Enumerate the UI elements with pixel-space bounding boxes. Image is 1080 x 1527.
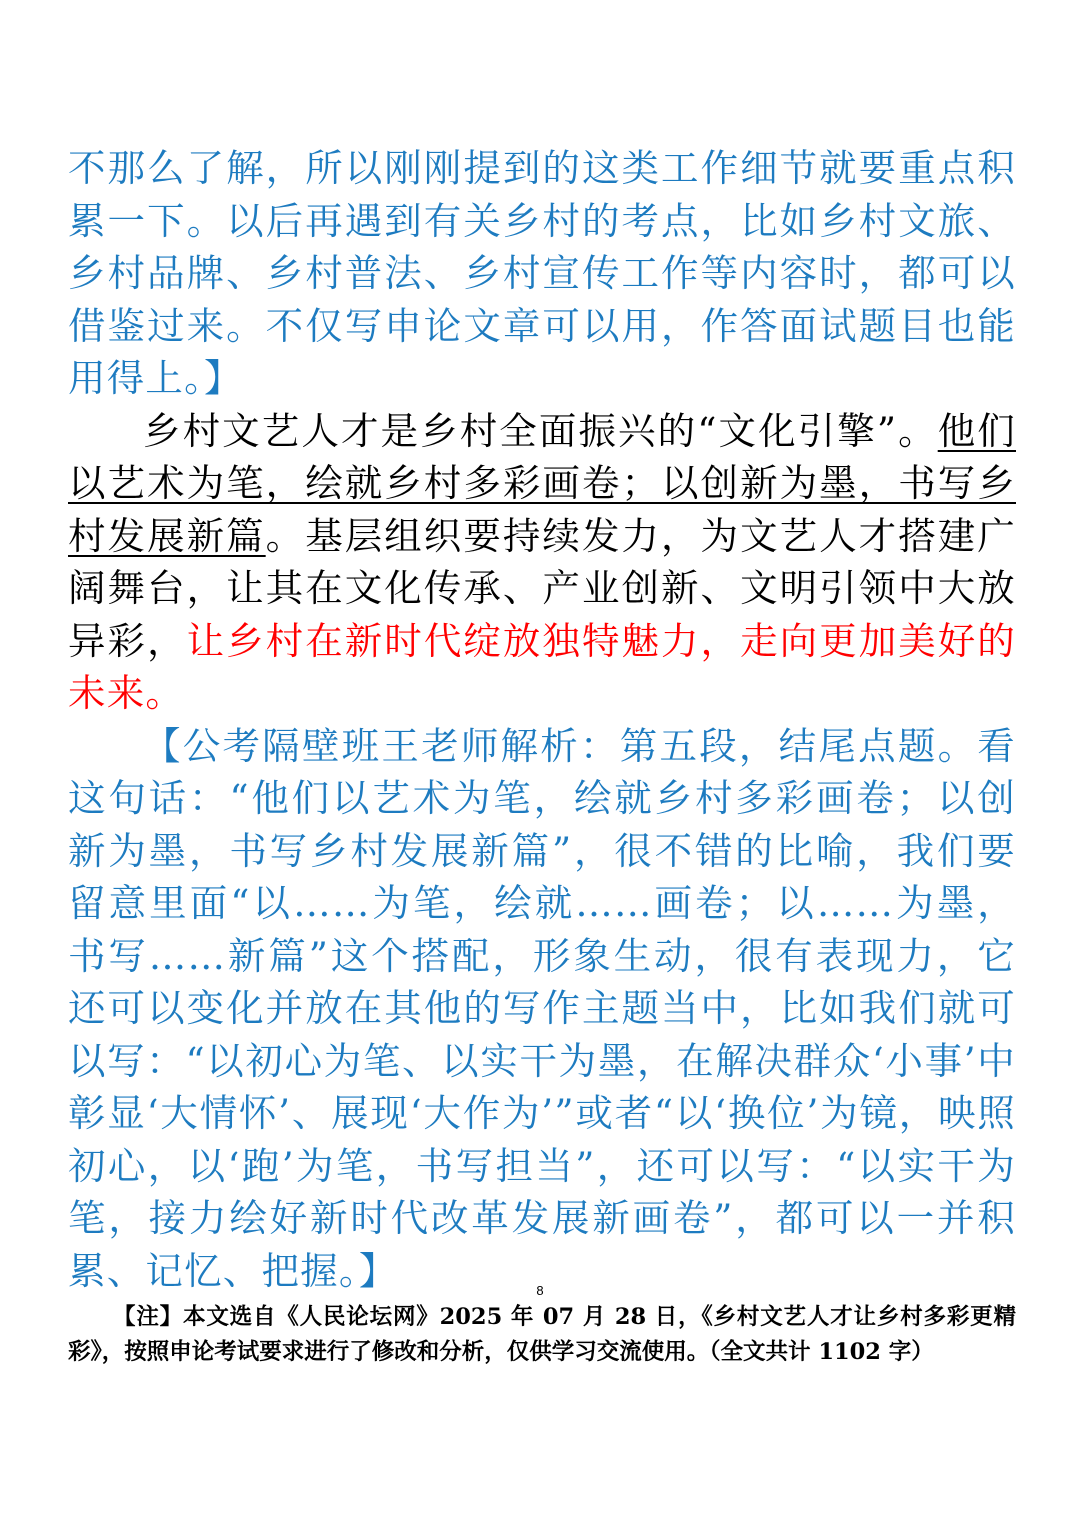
analysis-paragraph: [68, 720, 1016, 1298]
analysis-continuation-text: 不那么了解，所以刚刚提到的这类工作细节就要重点积累一下。以后再遇到有关乡村的考点，比如乡村文旅、乡村品牌、乡村普法、乡村宣传工作等内容时，都可以借鉴过来。不仅写申论文章可以用，作答面试题目也能用得上。】: [68, 146, 1016, 400]
source-note: [68, 1300, 1016, 1370]
article-body: [68, 142, 1016, 1297]
analysis-continuation: [68, 142, 1016, 405]
source-note-text: 【注】本文选自《人民论坛网》2025 年 07 月 28 日，《乡村文艺人才让乡村多彩更精彩》，按照申论考试要求进行了修改和分析，仅供学习交流使用。（全文共计 1102 字）: [68, 1304, 1016, 1365]
highlighted-conclusion: 让乡村在新时代绽放独特魅力，走向更加美好的未来。: [68, 618, 1016, 715]
closing-middle: 。基层组织要持续发力，为文艺人才搭建广阔舞台，让其在文化传承、产业创新、文明引领中大放异彩，: [68, 513, 1016, 663]
closing-intro: 乡村文艺人才是乡村全面振兴的“文化引擎”。: [143, 408, 938, 453]
closing-paragraph: [68, 405, 1016, 720]
analysis-text: 【公考隔壁班王老师解析：第五段，结尾点题。看这句话：“他们以艺术为笔，绘就乡村多彩画卷；以创新为墨，书写乡村发展新篇”，很不错的比喻，我们要留意里面“以……为笔，绘就……画卷；以……为墨，书写……新篇”这个搭配，形象生动，很有表现力，它还可以变化并放在其他的写作主题当中，比如我们就可以写：“以初心为笔、以实干为墨，在解决群众‘小事’中彰显‘大情怀’、展现‘大作为’”或者“以‘换位’为镜，映照初心，以‘跑’为笔，书写担当”，还可以写：“以实干为笔，接力绘好新时代改革发展新画卷”，都可以一并积累、记忆、把握。】: [68, 723, 1016, 1293]
underlined-metaphor: 他们以艺术为笔，绘就乡村多彩画卷；以创新为墨，书写乡村发展新篇: [68, 408, 1016, 558]
page-number: 8: [536, 1283, 544, 1298]
